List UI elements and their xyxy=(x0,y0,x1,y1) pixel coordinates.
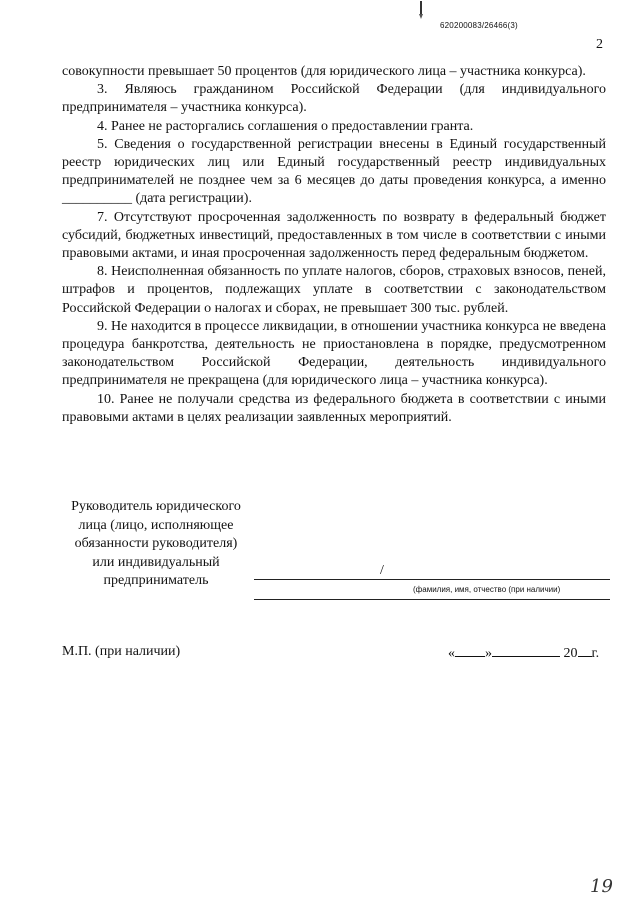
signer-line: Руководитель юридического xyxy=(71,499,241,514)
signer-title xyxy=(56,498,256,591)
day-blank[interactable] xyxy=(455,644,485,657)
stamp-label: М.П. (при наличии) xyxy=(62,644,181,659)
paragraph-7: 7. Отсутствуют просроченная задолженность по возврату в федеральный бюджет субсидий, бюджетных инвестиций, предоставленных в том числе в соответствии с иными правовыми актами, и иная просроченная задолженность перед федеральным бюджетом. xyxy=(62,209,606,262)
name-line[interactable] xyxy=(254,599,610,600)
document-body xyxy=(62,63,606,427)
paragraph-3: 3. Являюсь гражданином Российской Федерации (для индивидуального предпринимателя – участника конкурса). xyxy=(62,82,606,116)
signature-line[interactable] xyxy=(254,579,610,580)
paragraph-continuation: совокупности превышает 50 процентов (для юридического лица – участника конкурса). xyxy=(62,64,586,79)
year-suffix: г. xyxy=(591,646,600,661)
paragraph-8: 8. Неисполненная обязанность по уплате налогов, сборов, страховых взносов, пеней, штрафов и процентов, подлежащих уплате в соответствии с законодательством Российской Федерации о налогах и сборах, не превышает 300 тыс. рублей. xyxy=(62,264,606,316)
corner-page-mark: 19 xyxy=(590,876,613,897)
year-blank[interactable] xyxy=(578,644,592,657)
date-close-quote: » xyxy=(485,646,492,661)
month-blank[interactable] xyxy=(492,644,560,657)
signer-line: предприниматель xyxy=(103,573,209,588)
date-field xyxy=(448,644,599,662)
document-number: 620200083/26466(3) xyxy=(440,21,518,30)
signer-line: или индивидуальный xyxy=(92,554,220,570)
page-number: 2 xyxy=(596,37,603,52)
name-caption: (фамилия, имя, отчество (при наличии) xyxy=(413,585,561,594)
date-open-quote: « xyxy=(448,646,455,661)
paragraph-4: 4. Ранее не расторгались соглашения о предоставлении гранта. xyxy=(97,118,474,134)
paragraph-10: 10. Ранее не получали средства из федерального бюджета в соответствии с иными правовыми актами в целях реализации заявленных мероприятий. xyxy=(62,391,606,425)
signer-line: обязанности руководителя) xyxy=(74,536,238,551)
signature-separator: / xyxy=(380,563,384,578)
signer-line: лица (лицо, исполняющее xyxy=(78,517,234,533)
paragraph-5: 5. Сведения о государственной регистрации внесены в Единый государственный реестр юридических лиц или Единый государственный реестр индивидуальных предпринимателей не позднее чем за 6 месяцев до даты проведения конкурса, а именно __________ (дата регистрации). xyxy=(62,136,606,207)
scan-mark-icon xyxy=(416,0,426,20)
year-prefix: 20 xyxy=(563,646,578,661)
paragraph-9: 9. Не находится в процессе ликвидации, в отношении участника конкурса не введена процедура банкротства, деятельность не приостановлена в порядке, предусмотренном законодательством Российской Федерации, деятельность индивидуального предпринимателя не прекращена (для юридического лица – участника конкурса). xyxy=(62,318,606,389)
